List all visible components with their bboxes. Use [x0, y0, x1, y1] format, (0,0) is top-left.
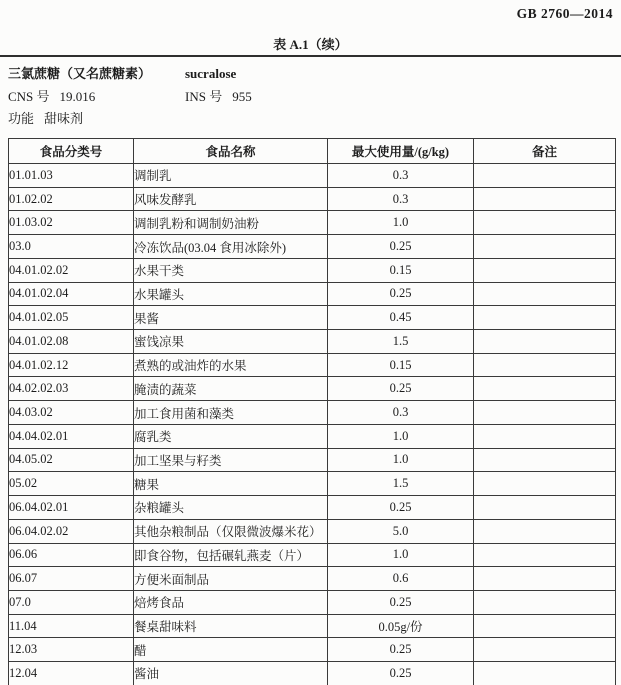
cell-max-usage: 1.0: [328, 424, 474, 448]
function-label: 功能: [8, 111, 35, 126]
cell-note: [474, 519, 616, 543]
header-note: 备注: [474, 139, 616, 164]
cell-food-name: 水果罐头: [134, 282, 328, 306]
cell-note: [474, 662, 616, 685]
additive-name-en: sucralose: [185, 66, 237, 81]
function-value: 甜味剂: [44, 111, 84, 126]
table-row: [9, 187, 616, 211]
cell-note: [474, 401, 616, 425]
cell-food-name: 糖果: [134, 472, 328, 496]
cell-max-usage: 1.5: [328, 472, 474, 496]
cell-food-name: 餐桌甜味料: [134, 614, 328, 638]
cell-max-usage: 0.25: [328, 638, 474, 662]
cell-note: [474, 567, 616, 591]
cell-max-usage: 0.05g/份: [328, 614, 474, 638]
table-row: [9, 164, 616, 188]
cell-note: [474, 377, 616, 401]
cell-max-usage: 1.0: [328, 448, 474, 472]
cell-max-usage: 0.3: [328, 164, 474, 188]
cell-max-usage: 5.0: [328, 519, 474, 543]
table-row: [9, 330, 616, 354]
cell-max-usage: 0.25: [328, 282, 474, 306]
table-row: [9, 590, 616, 614]
cell-note: [474, 282, 616, 306]
cell-food-category-code: 03.0: [9, 235, 134, 259]
cell-note: [474, 638, 616, 662]
cell-note: [474, 614, 616, 638]
cell-note: [474, 187, 616, 211]
cell-note: [474, 258, 616, 282]
cell-note: [474, 590, 616, 614]
additive-function-line: [8, 109, 608, 132]
cell-food-category-code: 01.02.02: [9, 187, 134, 211]
cell-max-usage: 0.15: [328, 258, 474, 282]
cell-note: [474, 330, 616, 354]
cell-note: [474, 306, 616, 330]
cell-food-category-code: 04.02.02.03: [9, 377, 134, 401]
additive-ids-line: [8, 87, 608, 110]
cell-food-category-code: 04.03.02: [9, 401, 134, 425]
ins-value: 955: [232, 88, 252, 104]
cell-food-name: 风味发酵乳: [134, 187, 328, 211]
cell-food-category-code: 11.04: [9, 614, 134, 638]
cell-note: [474, 353, 616, 377]
cell-food-category-code: 04.01.02.05: [9, 306, 134, 330]
table-header-row: [9, 139, 616, 164]
cell-note: [474, 448, 616, 472]
cell-note: [474, 543, 616, 567]
cell-food-name: 即食谷物，包括碾轧燕麦（片）: [134, 543, 328, 567]
cell-food-category-code: 07.0: [9, 590, 134, 614]
cell-max-usage: 1.0: [328, 543, 474, 567]
cell-note: [474, 164, 616, 188]
ins-label: INS 号: [185, 88, 223, 104]
cell-food-category-code: 01.03.02: [9, 211, 134, 235]
cell-food-category-code: 06.06: [9, 543, 134, 567]
additive-name-line: [8, 64, 608, 87]
cell-max-usage: 0.25: [328, 662, 474, 685]
cell-food-name: 加工坚果与籽类: [134, 448, 328, 472]
cell-max-usage: 1.5: [328, 330, 474, 354]
table-row: [9, 353, 616, 377]
cell-food-name: 调制乳: [134, 164, 328, 188]
table-row: [9, 424, 616, 448]
cell-food-category-code: 05.02: [9, 472, 134, 496]
header-food-name: 食品名称: [134, 139, 328, 164]
cell-food-name: 加工食用菌和藻类: [134, 401, 328, 425]
cell-food-name: 其他杂粮制品（仅限微波爆米花）: [134, 519, 328, 543]
header-food-category-code: 食品分类号: [9, 139, 134, 164]
cell-food-name: 杂粮罐头: [134, 496, 328, 520]
table-row: [9, 401, 616, 425]
cns-label: CNS 号: [8, 88, 50, 104]
cell-note: [474, 496, 616, 520]
cell-food-category-code: 04.01.02.08: [9, 330, 134, 354]
cell-max-usage: 0.15: [328, 353, 474, 377]
cell-food-name: 腌渍的蔬菜: [134, 377, 328, 401]
cell-food-category-code: 04.04.02.01: [9, 424, 134, 448]
ins-group: [185, 87, 252, 107]
table-row: [9, 448, 616, 472]
standard-number: GB 2760—2014: [516, 6, 613, 21]
cell-food-category-code: 04.05.02: [9, 448, 134, 472]
table-row: [9, 519, 616, 543]
cell-max-usage: 0.25: [328, 377, 474, 401]
table-row: [9, 614, 616, 638]
table-row: [9, 282, 616, 306]
table-row: [9, 377, 616, 401]
cell-food-name: 冷冻饮品(03.04 食用冰除外): [134, 235, 328, 259]
header-max-usage: 最大使用量/(g/kg): [328, 139, 474, 164]
cell-note: [474, 235, 616, 259]
cell-max-usage: 0.45: [328, 306, 474, 330]
cell-food-category-code: 06.04.02.01: [9, 496, 134, 520]
cell-max-usage: 0.6: [328, 567, 474, 591]
table-row: [9, 543, 616, 567]
table-row: [9, 306, 616, 330]
table-row: [9, 258, 616, 282]
cell-max-usage: 0.25: [328, 496, 474, 520]
cell-food-name: 焙烤食品: [134, 590, 328, 614]
table-row: [9, 496, 616, 520]
cell-food-name: 调制乳粉和调制奶油粉: [134, 211, 328, 235]
cell-food-name: 方便米面制品: [134, 567, 328, 591]
table-row: [9, 638, 616, 662]
cell-food-name: 煮熟的或油炸的水果: [134, 353, 328, 377]
cell-food-name: 醋: [134, 638, 328, 662]
cns-value: 19.016: [59, 88, 96, 104]
cell-food-category-code: 06.07: [9, 567, 134, 591]
additive-info-block: [8, 64, 608, 132]
table-row: [9, 235, 616, 259]
cell-food-category-code: 12.04: [9, 662, 134, 685]
additive-name-cn: 三氯蔗糖（又名蔗糖素）: [8, 66, 152, 81]
table-row: [9, 211, 616, 235]
horizontal-rule: [0, 55, 621, 57]
cell-food-category-code: 06.04.02.02: [9, 519, 134, 543]
cell-food-name: 腐乳类: [134, 424, 328, 448]
table-row: [9, 567, 616, 591]
cell-food-category-code: 12.03: [9, 638, 134, 662]
cell-food-category-code: 04.01.02.12: [9, 353, 134, 377]
cell-food-category-code: 04.01.02.02: [9, 258, 134, 282]
cell-note: [474, 472, 616, 496]
cell-max-usage: 0.3: [328, 401, 474, 425]
cell-note: [474, 211, 616, 235]
food-additive-usage-table: [8, 138, 616, 685]
table-row: [9, 662, 616, 685]
cell-food-name: 果酱: [134, 306, 328, 330]
cell-food-name: 酱油: [134, 662, 328, 685]
cell-max-usage: 0.25: [328, 590, 474, 614]
food-table-body: [9, 164, 616, 685]
cell-food-category-code: 04.01.02.04: [9, 282, 134, 306]
cell-food-category-code: 01.01.03: [9, 164, 134, 188]
cell-max-usage: 0.3: [328, 187, 474, 211]
table-title: 表 A.1（续）: [273, 37, 348, 52]
cell-max-usage: 0.25: [328, 235, 474, 259]
cell-food-name: 蜜饯凉果: [134, 330, 328, 354]
table-row: [9, 472, 616, 496]
cell-max-usage: 1.0: [328, 211, 474, 235]
cell-food-name: 水果干类: [134, 258, 328, 282]
table-header: [9, 139, 616, 164]
cell-note: [474, 424, 616, 448]
